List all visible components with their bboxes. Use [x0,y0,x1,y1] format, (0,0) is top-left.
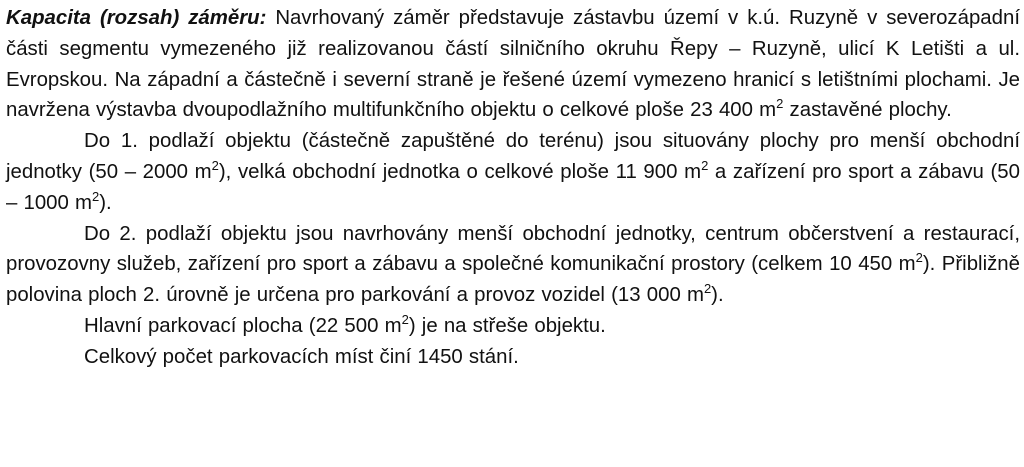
paragraph-parking-count [6,342,1020,373]
paragraph-text: Do 1. podlaží objektu (částečně zapuštěné do terénu) jsou situovány plochy pro menší obchodní jednotky (50 – 2000 m [6,130,1020,183]
paragraph-roof-parking [6,311,1020,342]
paragraph-text: ). [711,284,724,307]
superscript-2: 2 [776,96,784,112]
paragraph-text: ), velká obchodní jednotka o celkové ploše 11 900 m [218,160,702,183]
paragraph-text: ). [99,191,112,214]
paragraph-text: Hlavní parkovací plocha (22 500 m [84,314,402,337]
paragraph-second-floor [6,219,1020,311]
superscript-2: 2 [701,157,709,173]
paragraph-text: ). Přibližně polovina ploch 2. úrovně je určena pro parkování a provoz vozidel (13 000 m [6,253,1020,307]
paragraph-text: Navrhovaný záměr představuje zástavbu území v k.ú. Ruzyně v severozápadní části segmentu vymezeného již realizovanou částí silničního okruhu Řepy – Ruzyně, ulicí K Letišti a ul. Evropskou. Na západní a částečně i severní straně je řešené území vymezeno hranicí s letištními plochami. Je navržena výstavba dvoupodlažního multifunkčního objektu o celkové ploše 23 400 m [6,7,1020,122]
superscript-2: 2 [915,250,923,266]
superscript-2: 2 [92,188,100,204]
superscript-2: 2 [401,311,409,327]
paragraph-text: Do 2. podlaží objektu jsou navrhovány menší obchodní jednotky, centrum občerstvení a restaurací, provozovny služeb, zařízení pro sport a zábavu a společné komunikační prostory (celkem 10 450 m [6,222,1020,276]
paragraph-first-floor [6,126,1020,218]
paragraph-text: zastavěné plochy. [783,99,952,122]
superscript-2: 2 [211,157,219,173]
paragraph-capacity [6,3,1020,126]
paragraph-text: Celkový počet parkovacích míst činí 1450 stání. [84,345,519,368]
capacity-heading: Kapacita (rozsah) záměru: [6,7,267,29]
superscript-2: 2 [703,281,712,297]
paragraph-text: ) je na střeše objektu. [408,314,606,337]
paragraph-text: a zařízení pro sport a zábavu (50 – 1000 m [6,160,1020,214]
document-body [6,3,1020,373]
